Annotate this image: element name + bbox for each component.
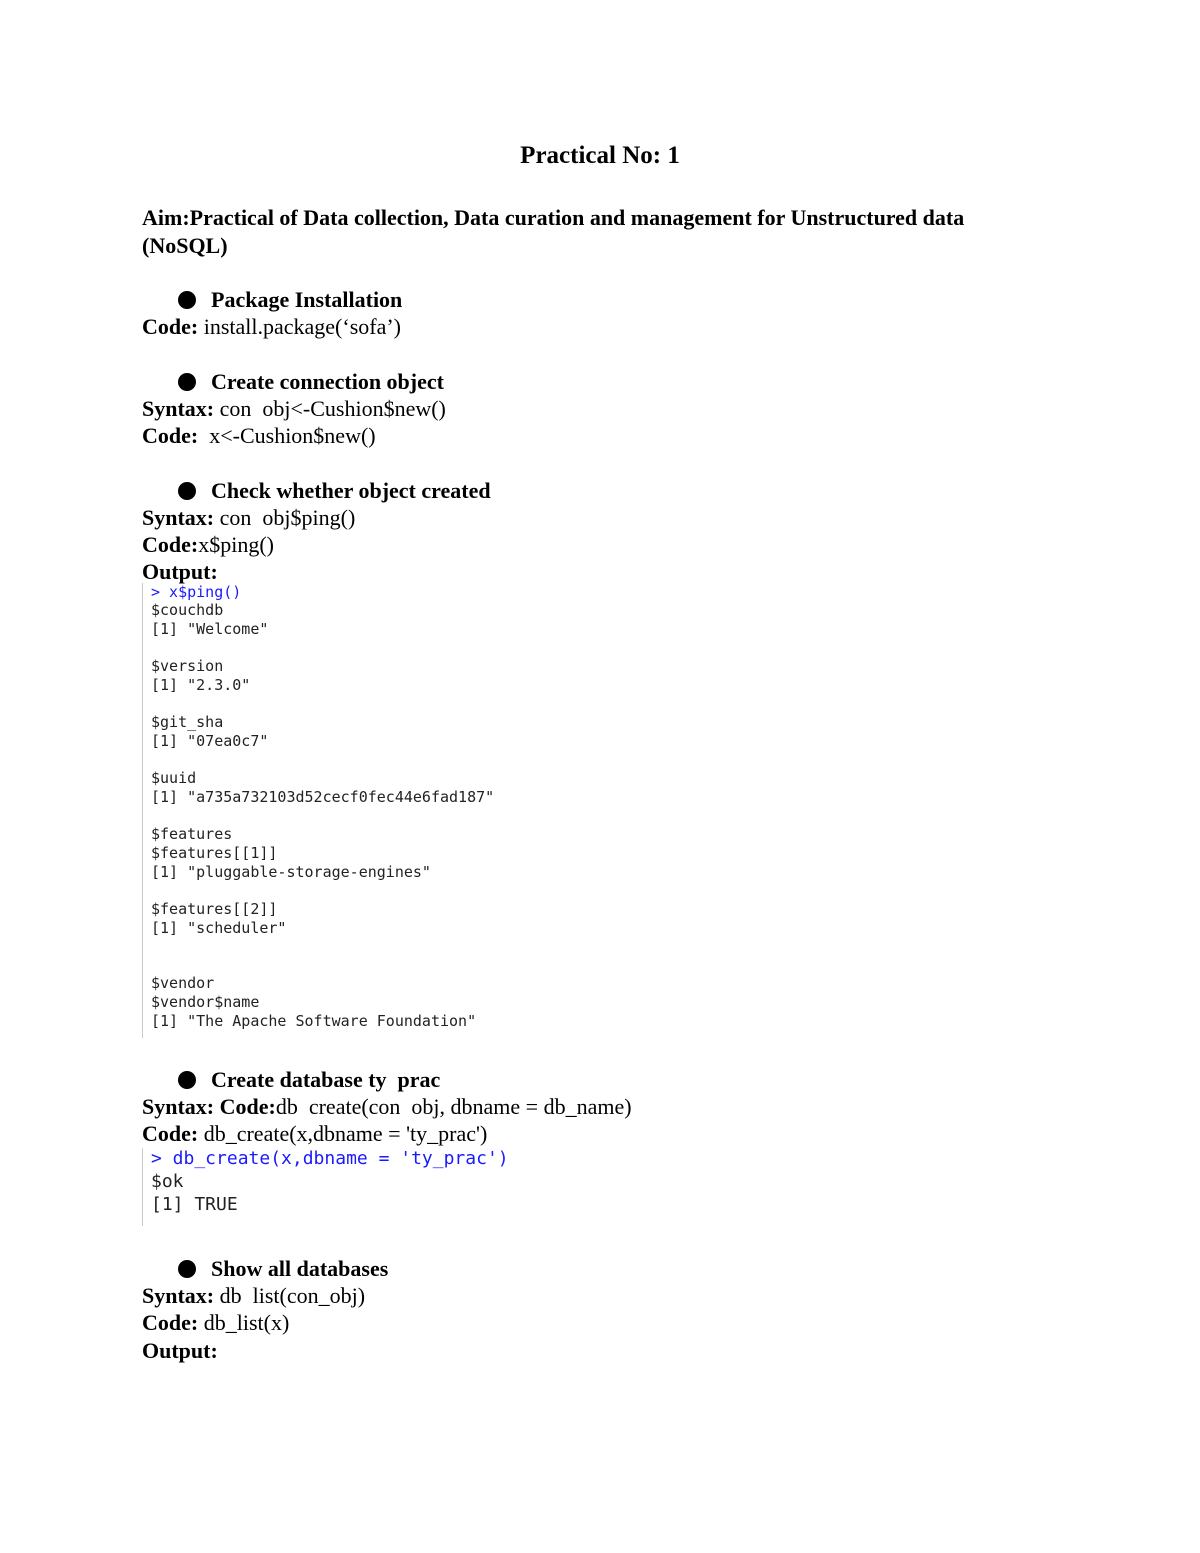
console-line: [1] "Welcome" <box>151 620 269 638</box>
section-heading-create-connection: Create connection object <box>178 369 444 395</box>
console-line: [1] "2.3.0" <box>151 676 251 694</box>
console-line: [1] TRUE <box>151 1194 238 1215</box>
section-heading-check-object: Check whether object created <box>178 478 491 504</box>
console-line: [1] "pluggable-storage-engines" <box>151 863 431 881</box>
page-title: Practical No: 1 <box>520 142 680 169</box>
console-line: [1] "a735a732103d52cecf0fec44e6fad187" <box>151 788 495 806</box>
bullet-icon <box>178 1071 196 1089</box>
console-line: $couchdb <box>151 601 224 619</box>
console-line: $git_sha <box>151 713 224 731</box>
section-heading-create-database: Create database ty prac <box>178 1067 440 1093</box>
bullet-icon <box>178 482 196 500</box>
aim-line-1: Aim:Practical of Data collection, Data curation and management for Unstructured data <box>142 205 965 230</box>
console-line: [1] "scheduler" <box>151 919 287 937</box>
code-line: Code: db_create(x,dbname = 'ty_prac') <box>142 1121 488 1146</box>
code-line: Code: x<-Cushion$new() <box>142 423 376 448</box>
section-heading-package-installation: Package Installation <box>178 287 402 313</box>
console-line: $vendor <box>151 974 215 992</box>
console-line: $vendor$name <box>151 993 260 1011</box>
syntax-line: Syntax: con obj<-Cushion$new() <box>142 396 446 421</box>
syntax-line: Syntax: con obj$ping() <box>142 505 356 530</box>
console-prompt-line: > db_create(x,dbname = 'ty_prac') <box>151 1148 509 1169</box>
bullet-icon <box>178 1260 196 1278</box>
console-line: $features <box>151 825 233 843</box>
console-line: $uuid <box>151 769 197 787</box>
section-heading-show-databases: Show all databases <box>178 1256 388 1282</box>
db-create-output-console <box>142 1148 563 1226</box>
aim-line-2: (NoSQL) <box>142 233 228 258</box>
bullet-icon <box>178 291 196 309</box>
code-line: Code: install.package(‘sofa’) <box>142 314 402 339</box>
code-line: Code: db_list(x) <box>142 1310 290 1335</box>
console-line: [1] "07ea0c7" <box>151 732 269 750</box>
console-line: $ok <box>151 1171 184 1192</box>
console-prompt-line: > x$ping() <box>151 583 242 601</box>
console-line: [1] "The Apache Software Foundation" <box>151 1012 477 1030</box>
output-label: Output: <box>142 1338 218 1363</box>
console-line: $features[[1]] <box>151 844 278 862</box>
syntax-line: Syntax: db list(con_obj) <box>142 1283 366 1308</box>
console-line: $version <box>151 657 224 675</box>
ping-output-console <box>142 583 563 1038</box>
console-line: $features[[2]] <box>151 900 278 918</box>
code-line: Code:x$ping() <box>142 532 274 557</box>
bullet-icon <box>178 373 196 391</box>
output-label: Output: <box>142 559 218 584</box>
syntax-line: Syntax: Code:db create(con obj, dbname = db_name) <box>142 1094 632 1119</box>
